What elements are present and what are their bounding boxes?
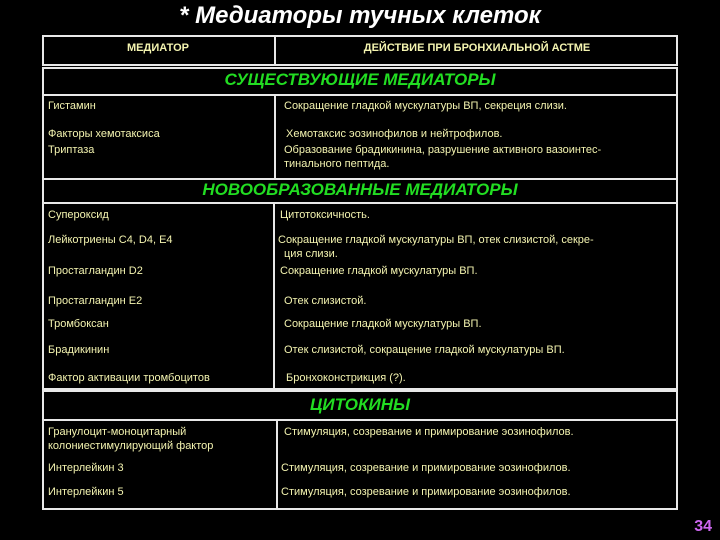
mediator-cell: Интерлейкин 5 [48,486,124,498]
action-cell: ция слизи. [284,248,338,260]
mediator-cell: Факторы хемотаксиса [48,128,160,140]
section-title: НОВООБРАЗОВАННЫЕ МЕДИАТОРЫ [202,180,518,199]
action-cell: Цитотоксичность. [280,209,370,221]
action-cell: Стимуляция, созревание и примирование эозинофилов. [284,426,574,438]
mediator-cell: колониестимулирующий фактор [48,440,214,452]
section-title: ЦИТОКИНЫ [310,395,410,414]
mediator-cell: Гистамин [48,100,96,112]
action-cell: тинального пептида. [284,158,390,170]
section-title: СУЩЕСТВУЮЩИЕ МЕДИАТОРЫ [224,70,496,89]
action-cell: Отек слизистой, сокращение гладкой мускулатуры ВП. [284,344,565,356]
page-number: 34 [694,518,712,535]
action-cell: Стимуляция, созревание и примирование эозинофилов. [281,462,571,474]
divider [42,419,678,421]
divider [276,419,278,510]
action-cell: Хемотаксис эозинофилов и нейтрофилов. [286,128,503,140]
divider [42,94,678,96]
action-cell: Бронхоконстрикция (?). [286,372,406,384]
header-action: ДЕЙСТВИЕ ПРИ БРОНХИАЛЬНОЙ АСТМЕ [363,42,591,54]
mediator-cell: Интерлейкин 3 [48,462,124,474]
action-cell: Сокращение гладкой мускулатуры ВП. [284,318,482,330]
divider [274,94,276,180]
action-cell: Образование брадикинина, разрушение активного вазоинтес- [284,144,602,156]
mediator-cell: Лейкотриены С4, D4, E4 [48,234,173,246]
slide-title: * Медиаторы тучных клеток [179,2,541,29]
divider [273,202,275,390]
header-mediator: МЕДИАТОР [127,42,189,54]
mediator-cell: Тромбоксан [48,318,109,330]
mediator-cell: Фактор активации тромбоцитов [48,372,210,384]
mediator-cell: Супероксид [48,209,109,221]
divider [42,202,678,204]
mediator-cell: Брадикинин [48,344,110,356]
action-cell: Сокращение гладкой мускулатуры ВП, отек слизистой, секре- [278,234,594,246]
mediator-cell: Простагландин D2 [48,265,143,277]
mediator-cell: Триптаза [48,144,95,156]
action-cell: Отек слизистой. [284,295,367,307]
action-cell: Сокращение гладкой мускулатуры ВП. [280,265,478,277]
mediator-cell: Гранулоцит-моноцитарный [48,426,187,438]
mediator-cell: Простагландин E2 [48,295,143,307]
action-cell: Стимуляция, созревание и примирование эозинофилов. [281,486,571,498]
action-cell: Сокращение гладкой мускулатуры ВП, секреция слизи. [284,100,567,112]
